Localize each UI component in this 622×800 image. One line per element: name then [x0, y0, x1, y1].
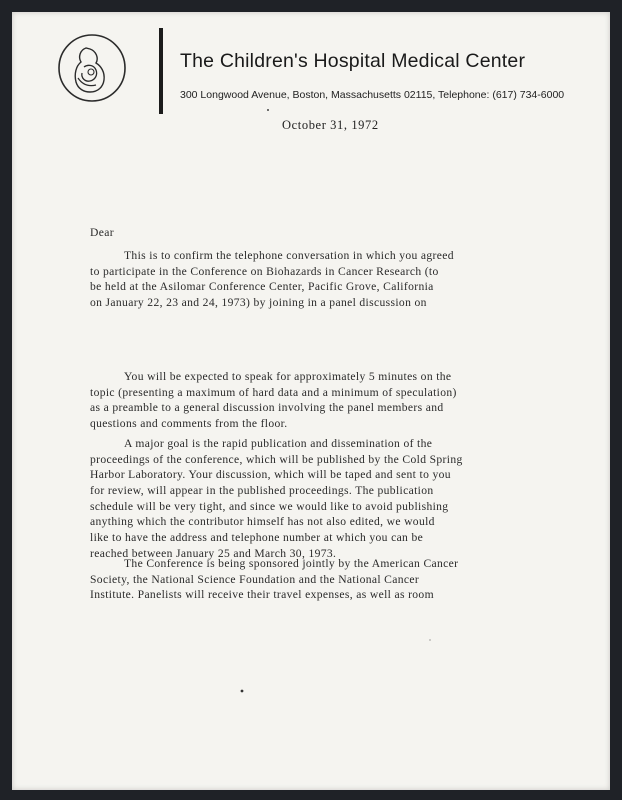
letterhead-divider — [159, 28, 163, 114]
paragraph-line: proceedings of the conference, which will be published by the Cold Spring — [90, 452, 463, 466]
paragraph-line: A major goal is the rapid publication and dissemination of the — [124, 437, 433, 450]
paragraph-line: Institute. Panelists will receive their travel expenses, as well as room — [90, 588, 434, 602]
paragraph-line: questions and comments from the floor. — [90, 417, 288, 431]
letter-date: October 31, 1972 — [282, 118, 379, 132]
paragraph-line: for review, will appear in the published proceedings. The publication — [90, 484, 434, 498]
paragraph-line: schedule will be very tight, and since we would like to avoid publishing — [90, 499, 449, 513]
hospital-name: The Children's Hospital Medical Center — [180, 50, 526, 72]
paragraph-line: Society, the National Science Foundation and the National Cancer — [90, 572, 420, 586]
paragraph-line: This is to confirm the telephone conversation in which you agreed — [124, 249, 454, 262]
mother-and-child-emblem-icon — [56, 32, 128, 104]
paragraph-line: to participate in the Conference on Biohazards in Cancer Research (to — [90, 264, 439, 278]
paragraph-publication — [90, 436, 590, 562]
paragraph-sponsorship — [90, 556, 590, 603]
paragraph-confirmation — [90, 248, 590, 311]
salutation: Dear — [90, 226, 114, 239]
paragraph-speaking — [90, 369, 590, 432]
paragraph-line: like to have the address and telephone number at which you can be — [90, 531, 424, 545]
paragraph-line: The Conference is being sponsored jointly by the American Cancer — [124, 557, 459, 570]
paragraph-line: You will be expected to speak for approximately 5 minutes on the — [124, 370, 452, 383]
paragraph-line: anything which the contributor himself has not also edited, we would — [90, 515, 435, 529]
paragraph-line: as a preamble to a general discussion involving the panel members and — [90, 401, 444, 415]
paragraph-line: Harbor Laboratory. Your discussion, which will be taped and sent to you — [90, 468, 451, 482]
hospital-address: 300 Longwood Avenue, Boston, Massachusetts 02115, Telephone: (617) 734-6000 — [180, 89, 565, 101]
paragraph-line: topic (presenting a maximum of hard data and a minimum of speculation) — [90, 385, 457, 399]
paragraph-line: on January 22, 23 and 24, 1973) by joining in a panel discussion on — [90, 296, 427, 310]
paragraph-line: reached between January 25 and March 30, 1973. — [90, 546, 337, 560]
paragraph-line: be held at the Asilomar Conference Center, Pacific Grove, California — [90, 280, 434, 294]
